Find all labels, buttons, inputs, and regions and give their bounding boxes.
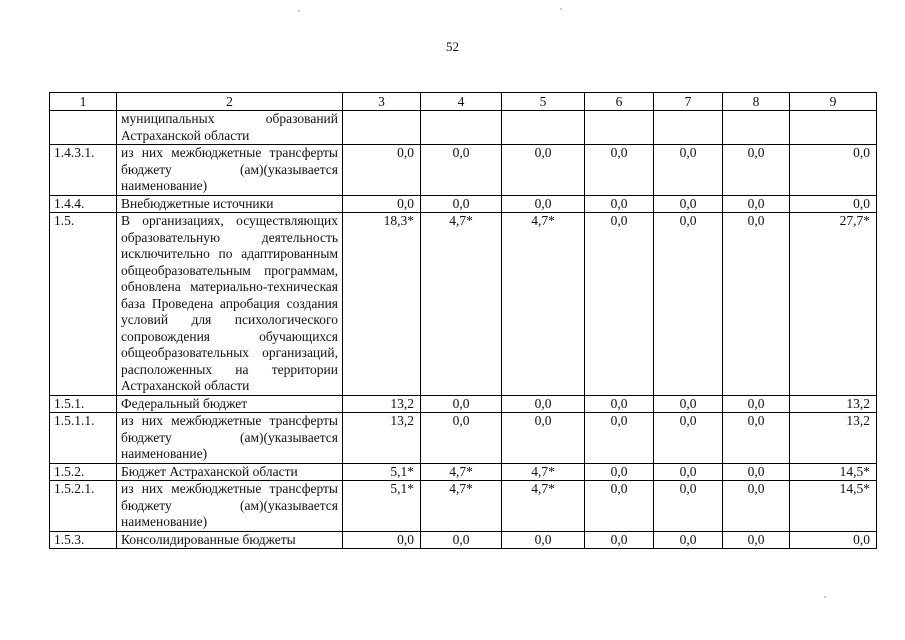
column-number: 2 (117, 93, 343, 111)
row-value: 13,2 (790, 413, 877, 464)
row-value: 0,0 (585, 413, 654, 464)
row-value: 0,0 (585, 481, 654, 532)
table-row (50, 395, 877, 413)
row-value (421, 111, 502, 145)
row-value: 0,0 (723, 481, 790, 532)
table-row (50, 531, 877, 549)
row-value: 13,2 (343, 413, 421, 464)
row-value: 0,0 (502, 145, 585, 196)
row-value: 4,7* (502, 213, 585, 396)
row-value: 0,0 (654, 195, 723, 213)
table-row (50, 111, 877, 145)
row-value: 0,0 (421, 145, 502, 196)
row-value: 0,0 (654, 531, 723, 549)
row-description: из них межбюджетные трансферты бюджету (ам)(указывается наименование) (117, 413, 343, 464)
row-value: 0,0 (723, 145, 790, 196)
row-value: 0,0 (585, 213, 654, 396)
row-description: Бюджет Астраханской области (117, 463, 343, 481)
row-value: 0,0 (421, 531, 502, 549)
row-value: 0,0 (502, 395, 585, 413)
row-value: 0,0 (585, 145, 654, 196)
row-value: 0,0 (585, 531, 654, 549)
row-description: Федеральный бюджет (117, 395, 343, 413)
table-body (50, 93, 877, 549)
row-value: 4,7* (421, 463, 502, 481)
row-value: 0,0 (654, 395, 723, 413)
row-value: 0,0 (421, 395, 502, 413)
row-code: 1.5. (50, 213, 117, 396)
column-number: 9 (790, 93, 877, 111)
budget-table (49, 92, 877, 549)
row-code: 1.5.2.1. (50, 481, 117, 532)
row-value (790, 111, 877, 145)
row-code: 1.5.1. (50, 395, 117, 413)
row-value: 0,0 (502, 413, 585, 464)
row-value: 0,0 (585, 463, 654, 481)
scan-speck (824, 596, 826, 598)
column-number: 8 (723, 93, 790, 111)
row-value: 0,0 (790, 145, 877, 196)
row-value: 0,0 (585, 195, 654, 213)
row-description: В организациях, осуществляющих образовательную деятельность исключительно по адаптированным общеобразовательным программам, обновлена материально-техническая база Проведена апробация создания условий для психологического сопровождения обучающихся общеобразовательных организаций, расположенных на территории Астраханской области (117, 213, 343, 396)
column-number: 6 (585, 93, 654, 111)
row-value: 0,0 (723, 213, 790, 396)
column-number: 1 (50, 93, 117, 111)
row-value: 0,0 (343, 531, 421, 549)
row-value: 0,0 (723, 531, 790, 549)
row-value: 0,0 (723, 195, 790, 213)
row-description: из них межбюджетные трансферты бюджету (ам)(указывается наименование) (117, 145, 343, 196)
row-value: 0,0 (723, 395, 790, 413)
row-value (723, 111, 790, 145)
table-row (50, 195, 877, 213)
row-value: 5,1* (343, 481, 421, 532)
row-value: 13,2 (343, 395, 421, 413)
row-value: 0,0 (421, 195, 502, 213)
row-value: 0,0 (654, 213, 723, 396)
scan-speck (560, 8, 562, 10)
row-value: 0,0 (343, 195, 421, 213)
row-value: 27,7* (790, 213, 877, 396)
table-row (50, 481, 877, 532)
row-value: 4,7* (421, 213, 502, 396)
row-value (343, 111, 421, 145)
row-code: 1.4.4. (50, 195, 117, 213)
row-value (502, 111, 585, 145)
row-value: 0,0 (654, 463, 723, 481)
row-value: 14,5* (790, 463, 877, 481)
row-value: 0,0 (502, 195, 585, 213)
row-value: 0,0 (343, 145, 421, 196)
row-code: 1.5.1.1. (50, 413, 117, 464)
table-row (50, 213, 877, 396)
row-description: из них межбюджетные трансферты бюджету (ам)(указывается наименование) (117, 481, 343, 532)
row-value: 5,1* (343, 463, 421, 481)
row-value: 0,0 (654, 413, 723, 464)
row-value: 0,0 (723, 413, 790, 464)
row-description: Внебюджетные источники (117, 195, 343, 213)
row-value (654, 111, 723, 145)
row-value: 18,3* (343, 213, 421, 396)
column-number: 4 (421, 93, 502, 111)
row-value: 0,0 (790, 195, 877, 213)
table-row (50, 463, 877, 481)
row-value (585, 111, 654, 145)
row-description: муниципальных образований Астраханской области (117, 111, 343, 145)
row-value: 4,7* (502, 463, 585, 481)
row-value: 0,0 (654, 481, 723, 532)
row-value: 0,0 (502, 531, 585, 549)
row-code: 1.5.3. (50, 531, 117, 549)
row-value: 13,2 (790, 395, 877, 413)
row-value: 0,0 (421, 413, 502, 464)
table-row (50, 145, 877, 196)
row-value: 14,5* (790, 481, 877, 532)
row-value: 0,0 (723, 463, 790, 481)
row-value: 0,0 (585, 395, 654, 413)
row-code: 1.4.3.1. (50, 145, 117, 196)
column-numbers-row (50, 93, 877, 111)
row-value: 0,0 (790, 531, 877, 549)
scan-speck (298, 10, 300, 12)
row-value: 4,7* (502, 481, 585, 532)
row-description: Консолидированные бюджеты (117, 531, 343, 549)
row-value: 4,7* (421, 481, 502, 532)
row-code: 1.5.2. (50, 463, 117, 481)
page-number: 52 (446, 39, 459, 54)
row-value: 0,0 (654, 145, 723, 196)
column-number: 5 (502, 93, 585, 111)
column-number: 7 (654, 93, 723, 111)
table-row (50, 413, 877, 464)
row-code (50, 111, 117, 145)
column-number: 3 (343, 93, 421, 111)
